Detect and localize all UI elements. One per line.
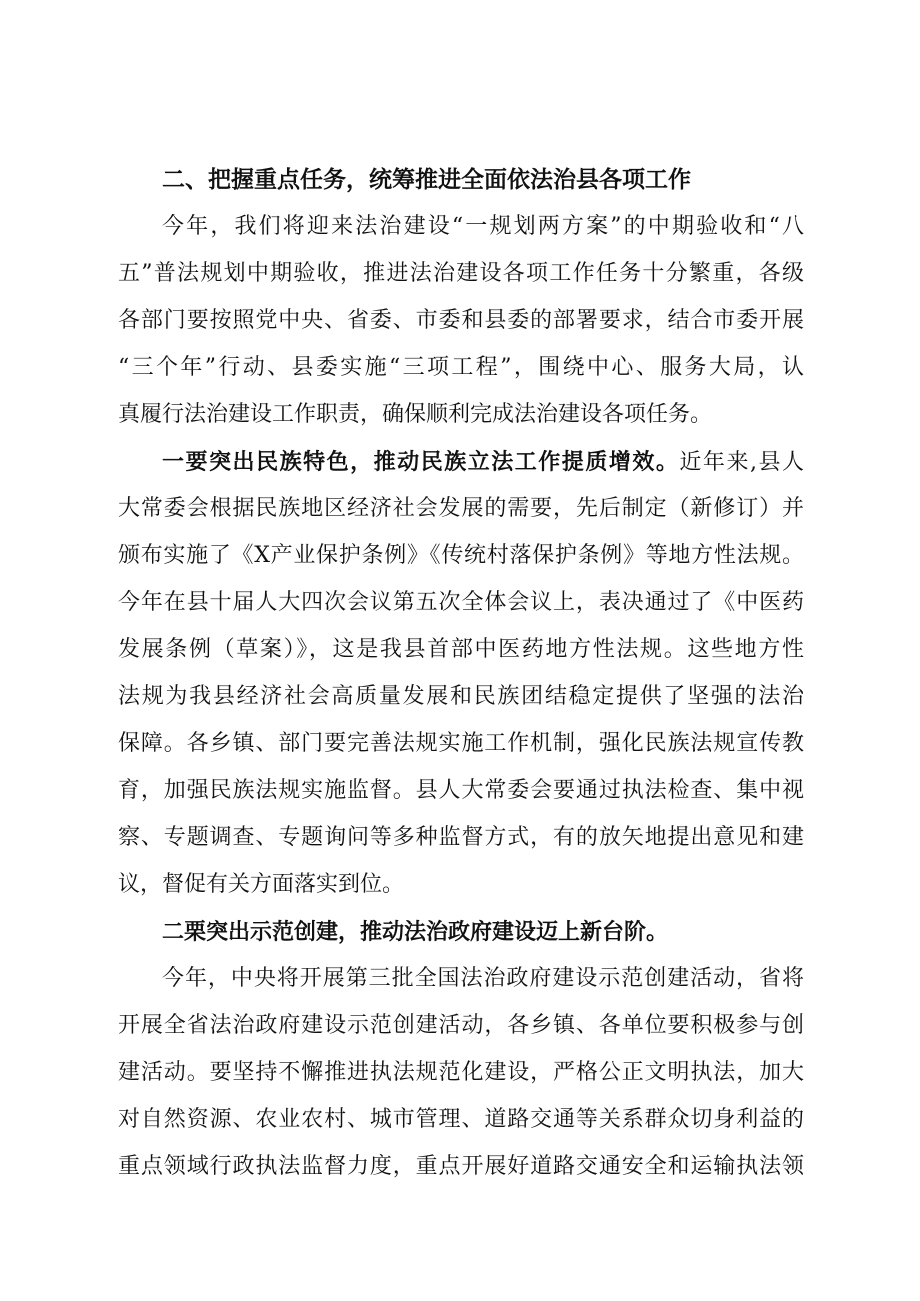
paragraph-line: 议，督促有关方面落实到位。 <box>118 872 405 897</box>
paragraph-line: 对自然资源、农业农村、城市管理、道路交通等关系群众切身利益的 <box>118 1107 804 1132</box>
bold-subheading: 二栗突出示范创建，推动法治政府建设迈上新台阶。 <box>162 919 669 945</box>
paragraph-line: 各部门要按照党中央、省委、市委和县委的部署要求，结合市委开展 <box>118 308 804 333</box>
paragraph-line: 法规为我县经济社会高质量发展和民族团结稳定提供了坚强的法治 <box>118 684 804 709</box>
paragraph-line: 五”普法规划中期验收，推进法治建设各项工作任务十分繁重，各级 <box>118 261 804 286</box>
paragraph-line: 开展全省法治政府建设示范创建活动，各乡镇、各单位要积极参与创 <box>118 1013 804 1038</box>
paragraph-line: 今年，中央将开展第三批全国法治政府建设示范创建活动，省将 <box>162 966 804 991</box>
paragraph-line: 重点领域行政执法监督力度，重点开展好道路交通安全和运输执法领 <box>118 1154 804 1179</box>
lead-continuation: 近年来,县人 <box>679 450 804 475</box>
paragraph-line: 建活动。要坚持不懈推进执法规范化建设，严格公正文明执法，加大 <box>118 1060 804 1085</box>
paragraph-line: 保障。各乡镇、部门要完善法规实施工作机制，强化民族法规宣传教 <box>118 731 804 756</box>
section-heading: 二、把握重点任务，统筹推进全面依法治县各项工作 <box>162 167 691 193</box>
paragraph-line: 今年，我们将迎来法治建设“一规划两方案”的中期验收和“八 <box>162 214 804 239</box>
paragraph-first-line <box>162 442 804 482</box>
paragraph-line: 察、专题调查、专题询问等多种监督方式，有的放矢地提出意见和建 <box>118 825 804 850</box>
paragraph-line: 颁布实施了《X产业保护条例》《传统村落保护条例》等地方性法规。 <box>118 543 804 568</box>
bold-lead-sentence: 一要突出民族特色，推动民族立法工作提质增效。 <box>162 449 680 475</box>
paragraph-line: 真履行法治建设工作职责，确保顺利完成法治建设各项任务。 <box>118 402 713 427</box>
paragraph-line: 发展条例（草案）》，这是我县首部中医药地方性法规。这些地方性 <box>118 637 804 662</box>
paragraph-line: “三个年”行动、县委实施“三项工程”，围绕中心、服务大局，认 <box>118 355 804 380</box>
paragraph-line: 育，加强民族法规实施监督。县人大常委会要通过执法检查、集中视 <box>118 778 804 803</box>
paragraph-line: 大常委会根据民族地区经济社会发展的需要，先后制定（新修订）并 <box>118 496 804 521</box>
paragraph-line: 今年在县十届人大四次会议第五次全体会议上，表决通过了《中医药 <box>118 590 804 615</box>
